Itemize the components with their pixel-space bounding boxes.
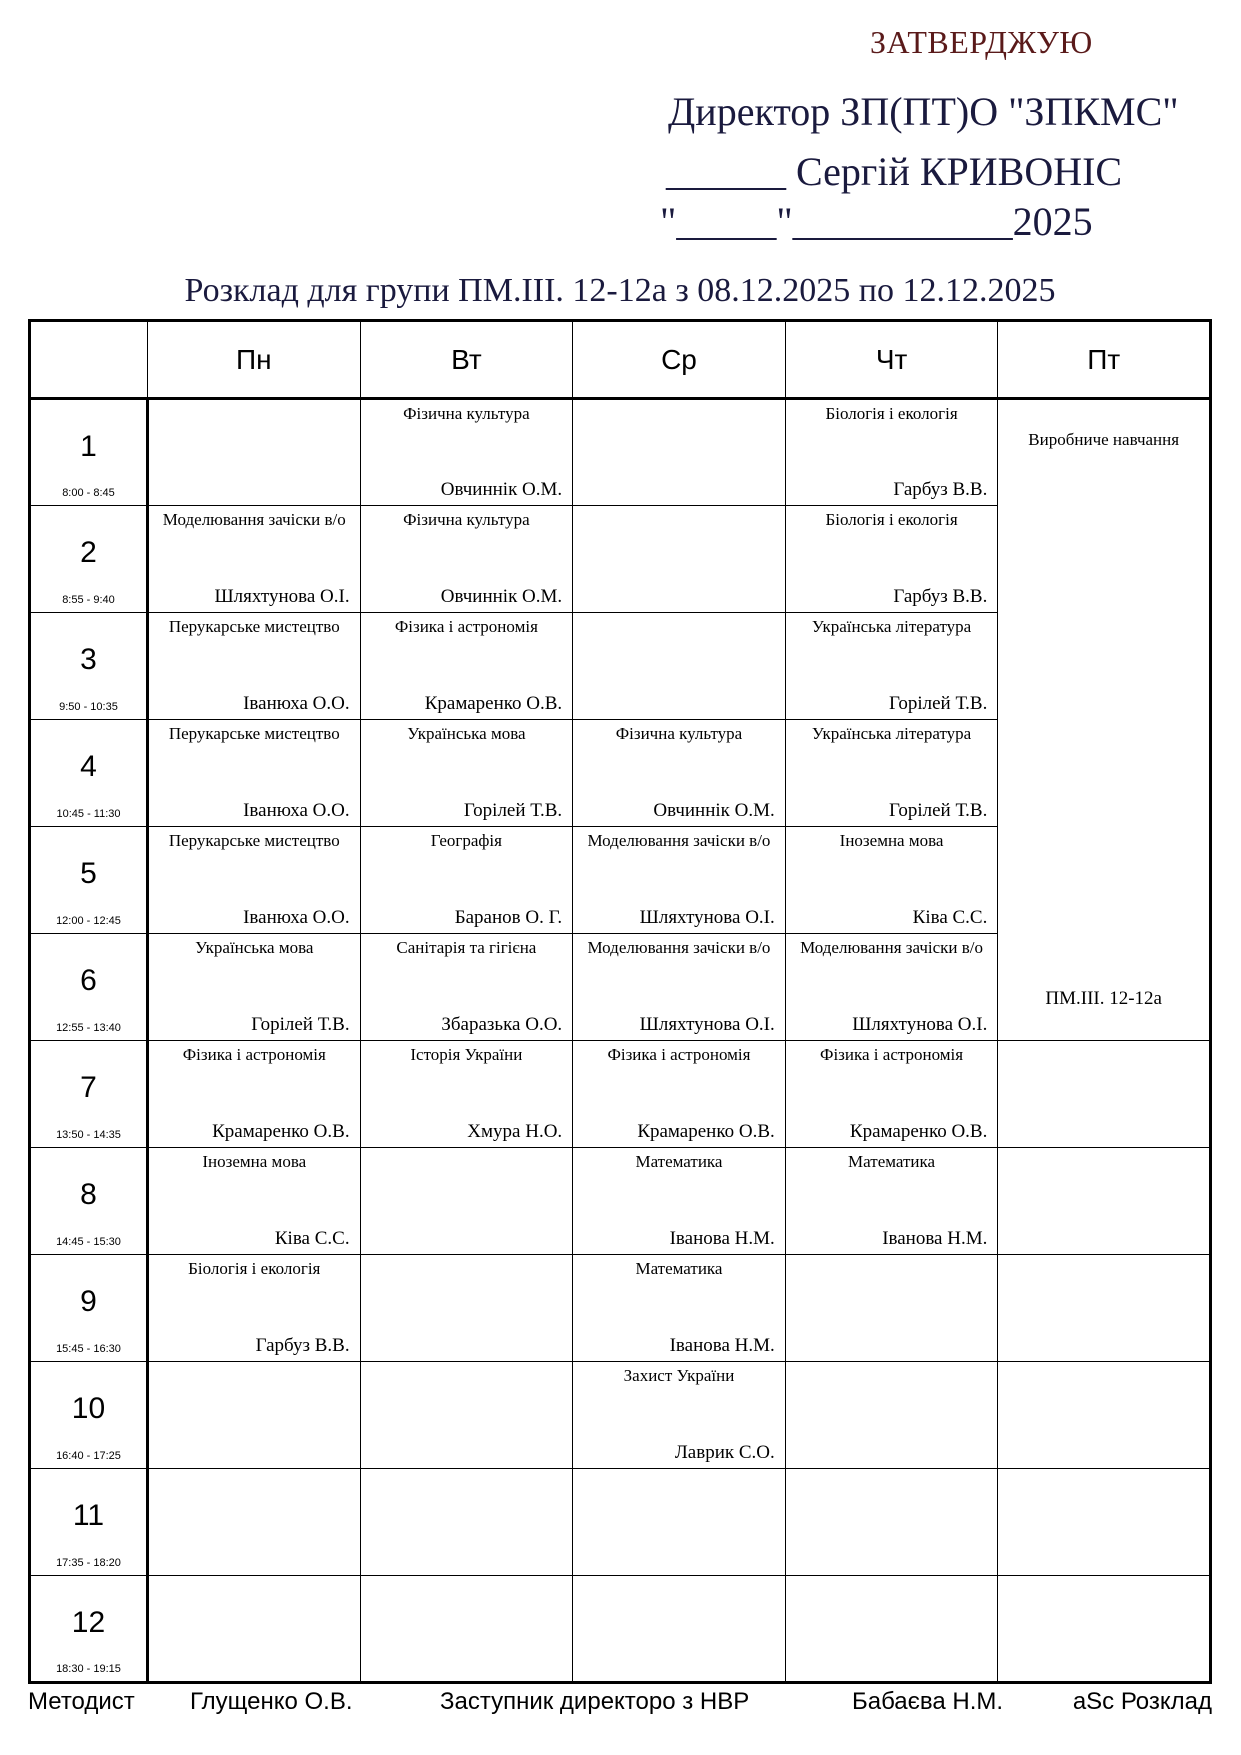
lesson-subject: Українська мова [195, 938, 314, 957]
period-number: 9 [80, 1285, 97, 1318]
lesson-cell [147, 1576, 360, 1683]
approval-date-line: "_____"___________2025 [660, 199, 1093, 244]
lesson-cell [785, 827, 998, 934]
lesson-teacher: Овчиннік О.М. [440, 586, 563, 607]
lesson-cell [360, 613, 573, 720]
lesson-cell [785, 613, 998, 720]
period-row [30, 1362, 1211, 1469]
lesson-subject: Перукарське мистецтво [168, 617, 340, 636]
lesson-cell [573, 506, 786, 613]
day-header-wed: Ср [573, 321, 786, 399]
lesson-cell [360, 720, 573, 827]
lesson-cell [360, 1148, 573, 1255]
period-row [30, 1469, 1211, 1576]
lesson-cell [573, 720, 786, 827]
period-cell [30, 613, 148, 720]
page-title: Розклад для групи ПМ.ІІІ. 12-12а з 08.12.2025 по 12.12.2025 [184, 272, 1056, 309]
lesson-cell [147, 827, 360, 934]
lesson-teacher: Шляхтунова О.І. [639, 1014, 775, 1035]
period-time: 14:45 - 15:30 [56, 1236, 121, 1248]
lesson-cell [785, 1255, 998, 1362]
lesson-subject: Математика [635, 1152, 723, 1171]
lesson-cell [360, 399, 573, 506]
period-number: 8 [80, 1178, 97, 1211]
lesson-cell [360, 1362, 573, 1469]
friday-practice-block [998, 399, 1211, 1041]
period-time: 8:55 - 9:40 [62, 594, 115, 606]
lesson-teacher: Іванова Н.М. [882, 1228, 988, 1249]
period-time: 13:50 - 14:35 [56, 1129, 121, 1141]
lesson-cell [573, 827, 786, 934]
lesson-cell [573, 399, 786, 506]
lesson-subject: Фізична культура [403, 404, 530, 423]
lesson-subject: Українська література [811, 617, 972, 636]
period-time: 8:00 - 8:45 [62, 487, 115, 499]
lesson-cell [998, 1576, 1211, 1683]
lesson-teacher: Шляхтунова О.І. [639, 907, 775, 928]
lesson-cell [147, 720, 360, 827]
period-number: 6 [80, 964, 97, 997]
lesson-cell [785, 1576, 998, 1683]
lesson-teacher: Хмура Н.О. [467, 1121, 563, 1142]
lesson-cell [573, 613, 786, 720]
period-row [30, 399, 1211, 506]
period-time: 18:30 - 19:15 [56, 1663, 121, 1675]
footer-methodist-name: Глущенко О.В. [190, 1688, 353, 1715]
lesson-cell [147, 399, 360, 506]
lesson-cell [785, 934, 998, 1041]
lesson-cell [147, 934, 360, 1041]
lesson-cell [573, 1148, 786, 1255]
lesson-cell [785, 720, 998, 827]
footer-software: aSc Розклад [1072, 1688, 1212, 1715]
lesson-teacher: Шляхтунова О.І. [852, 1014, 988, 1035]
lesson-subject: Математика [848, 1152, 936, 1171]
lesson-cell [998, 1148, 1211, 1255]
lesson-teacher: Збаразька О.О. [441, 1014, 563, 1035]
lesson-teacher: Крамаренко О.В. [637, 1121, 775, 1142]
period-cell [30, 1041, 148, 1148]
period-cell [30, 934, 148, 1041]
lesson-teacher: Горілей Т.В. [889, 800, 988, 821]
lesson-cell [573, 1041, 786, 1148]
lesson-cell [147, 613, 360, 720]
director-title: Директор ЗП(ПТ)О "ЗПКМС" [668, 89, 1179, 134]
lesson-subject: Фізика і астрономія [607, 1045, 751, 1064]
lesson-teacher: Гарбуз В.В. [893, 479, 988, 500]
lesson-cell [147, 506, 360, 613]
period-number: 10 [71, 1392, 106, 1425]
lesson-teacher: Іванюха О.О. [243, 800, 350, 821]
lesson-subject: Іноземна мова [202, 1152, 307, 1171]
day-header-thu: Чт [785, 321, 998, 399]
lesson-cell [573, 1362, 786, 1469]
lesson-subject: Фізична культура [615, 724, 743, 743]
lesson-subject: Захист України [623, 1366, 735, 1385]
lesson-cell [360, 506, 573, 613]
period-cell [30, 506, 148, 613]
footer-deputy-label: Заступник директоро з НВР [440, 1688, 750, 1715]
period-cell [30, 1255, 148, 1362]
lesson-subject: Біологія і екологія [188, 1259, 321, 1278]
lesson-teacher: Горілей Т.В. [251, 1014, 350, 1035]
period-row [30, 1148, 1211, 1255]
lesson-subject: Фізика і астрономія [820, 1045, 964, 1064]
lesson-teacher: Шляхтунова О.І. [214, 586, 350, 607]
lesson-subject: Моделювання зачіски в/о [162, 510, 346, 529]
lesson-subject: Біологія і екологія [825, 510, 958, 529]
friday-practice-group: ПМ.ІІІ. 12-12а [1045, 988, 1162, 1009]
lesson-subject: Біологія і екологія [825, 404, 958, 423]
lesson-teacher: Ківа С.С. [274, 1228, 350, 1249]
lesson-teacher: Горілей Т.В. [463, 800, 563, 821]
lesson-cell [785, 1469, 998, 1576]
period-cell [30, 1576, 148, 1683]
period-number: 3 [80, 643, 97, 676]
day-header-fri: Пт [998, 321, 1211, 399]
lesson-cell [785, 506, 998, 613]
lesson-subject: Моделювання зачіски в/о [800, 938, 984, 957]
footer-methodist-label: Методист [28, 1688, 135, 1715]
lesson-cell [147, 1148, 360, 1255]
lesson-subject: Перукарське мистецтво [168, 724, 340, 743]
lesson-cell [573, 1255, 786, 1362]
lesson-cell [785, 399, 998, 506]
lesson-cell [998, 1255, 1211, 1362]
day-header-mon: Пн [147, 321, 360, 399]
lesson-teacher: Ківа С.С. [912, 907, 988, 928]
period-time: 9:50 - 10:35 [59, 701, 118, 713]
friday-practice-subject: Виробниче навчання [1028, 430, 1180, 449]
lesson-cell [360, 1576, 573, 1683]
period-number: 1 [80, 430, 97, 463]
day-header-row [30, 321, 1211, 399]
period-cell [30, 399, 148, 506]
lesson-teacher: Іванюха О.О. [243, 907, 350, 928]
period-time: 15:45 - 16:30 [56, 1343, 121, 1355]
lesson-cell [573, 1469, 786, 1576]
schedule-table [28, 319, 1212, 1684]
lesson-cell [360, 1255, 573, 1362]
lesson-subject: Моделювання зачіски в/о [587, 938, 771, 957]
lesson-cell [785, 1362, 998, 1469]
lesson-cell [573, 934, 786, 1041]
lesson-cell [147, 1362, 360, 1469]
lesson-teacher: Іванова Н.М. [669, 1335, 775, 1356]
lesson-cell [360, 827, 573, 934]
period-number: 5 [80, 857, 97, 890]
lesson-cell [998, 1362, 1211, 1469]
lesson-subject: Санітарія та гігієна [396, 938, 537, 957]
lesson-subject: Іноземна мова [839, 831, 944, 850]
lesson-cell [360, 1041, 573, 1148]
lesson-subject: Моделювання зачіски в/о [587, 831, 771, 850]
period-time: 17:35 - 18:20 [56, 1557, 121, 1569]
lesson-subject: Фізична культура [403, 510, 530, 529]
period-number: 11 [72, 1499, 105, 1532]
lesson-teacher: Іванова Н.М. [669, 1228, 775, 1249]
period-time: 10:45 - 11:30 [56, 808, 121, 820]
lesson-teacher: Лаврик С.О. [674, 1442, 775, 1463]
lesson-subject: Географія [430, 831, 502, 850]
lesson-cell [573, 1576, 786, 1683]
approval-stamp: ЗАТВЕРДЖУЮ [870, 24, 1093, 60]
period-cell [30, 1362, 148, 1469]
lesson-subject: Фізика і астрономія [182, 1045, 326, 1064]
day-header-tue: Вт [360, 321, 573, 399]
lesson-teacher: Гарбуз В.В. [255, 1335, 350, 1356]
lesson-teacher: Крамаренко О.В. [849, 1121, 988, 1142]
period-time: 12:55 - 13:40 [56, 1022, 121, 1034]
lesson-cell [360, 934, 573, 1041]
period-cell [30, 1148, 148, 1255]
period-number: 12 [71, 1606, 106, 1639]
lesson-teacher: Крамаренко О.В. [212, 1121, 350, 1142]
lesson-subject: Українська література [811, 724, 972, 743]
lesson-subject: Математика [635, 1259, 723, 1278]
corner-cell [30, 321, 148, 399]
lesson-subject: Українська мова [407, 724, 526, 743]
lesson-cell [147, 1041, 360, 1148]
lesson-subject: Перукарське мистецтво [168, 831, 340, 850]
lesson-cell [147, 1469, 360, 1576]
lesson-cell [998, 1469, 1211, 1576]
footer-deputy-name: Бабаєва Н.М. [852, 1688, 1004, 1715]
director-signature-line: ______ Сергій КРИВОНІС [666, 149, 1123, 194]
lesson-subject: Історія України [410, 1045, 523, 1064]
lesson-teacher: Овчиннік О.М. [653, 800, 775, 821]
period-time: 12:00 - 12:45 [56, 915, 121, 927]
period-number: 2 [80, 536, 97, 569]
lesson-teacher: Горілей Т.В. [889, 693, 988, 714]
lesson-cell [785, 1041, 998, 1148]
period-cell [30, 1469, 148, 1576]
lesson-cell [785, 1148, 998, 1255]
lesson-cell [147, 1255, 360, 1362]
lesson-cell [998, 1041, 1211, 1148]
period-row [30, 1255, 1211, 1362]
lesson-teacher: Овчиннік О.М. [440, 479, 563, 500]
period-number: 7 [80, 1071, 97, 1104]
period-cell [30, 720, 148, 827]
lesson-teacher: Крамаренко О.В. [424, 693, 563, 714]
period-row [30, 1041, 1211, 1148]
period-number: 4 [80, 750, 97, 783]
period-cell [30, 827, 148, 934]
lesson-teacher: Гарбуз В.В. [893, 586, 988, 607]
lesson-teacher: Іванюха О.О. [243, 693, 350, 714]
lesson-teacher: Баранов О. Г. [454, 907, 563, 928]
lesson-cell [360, 1469, 573, 1576]
lesson-subject: Фізика і астрономія [394, 617, 538, 636]
period-time: 16:40 - 17:25 [56, 1450, 121, 1462]
period-row [30, 1576, 1211, 1683]
